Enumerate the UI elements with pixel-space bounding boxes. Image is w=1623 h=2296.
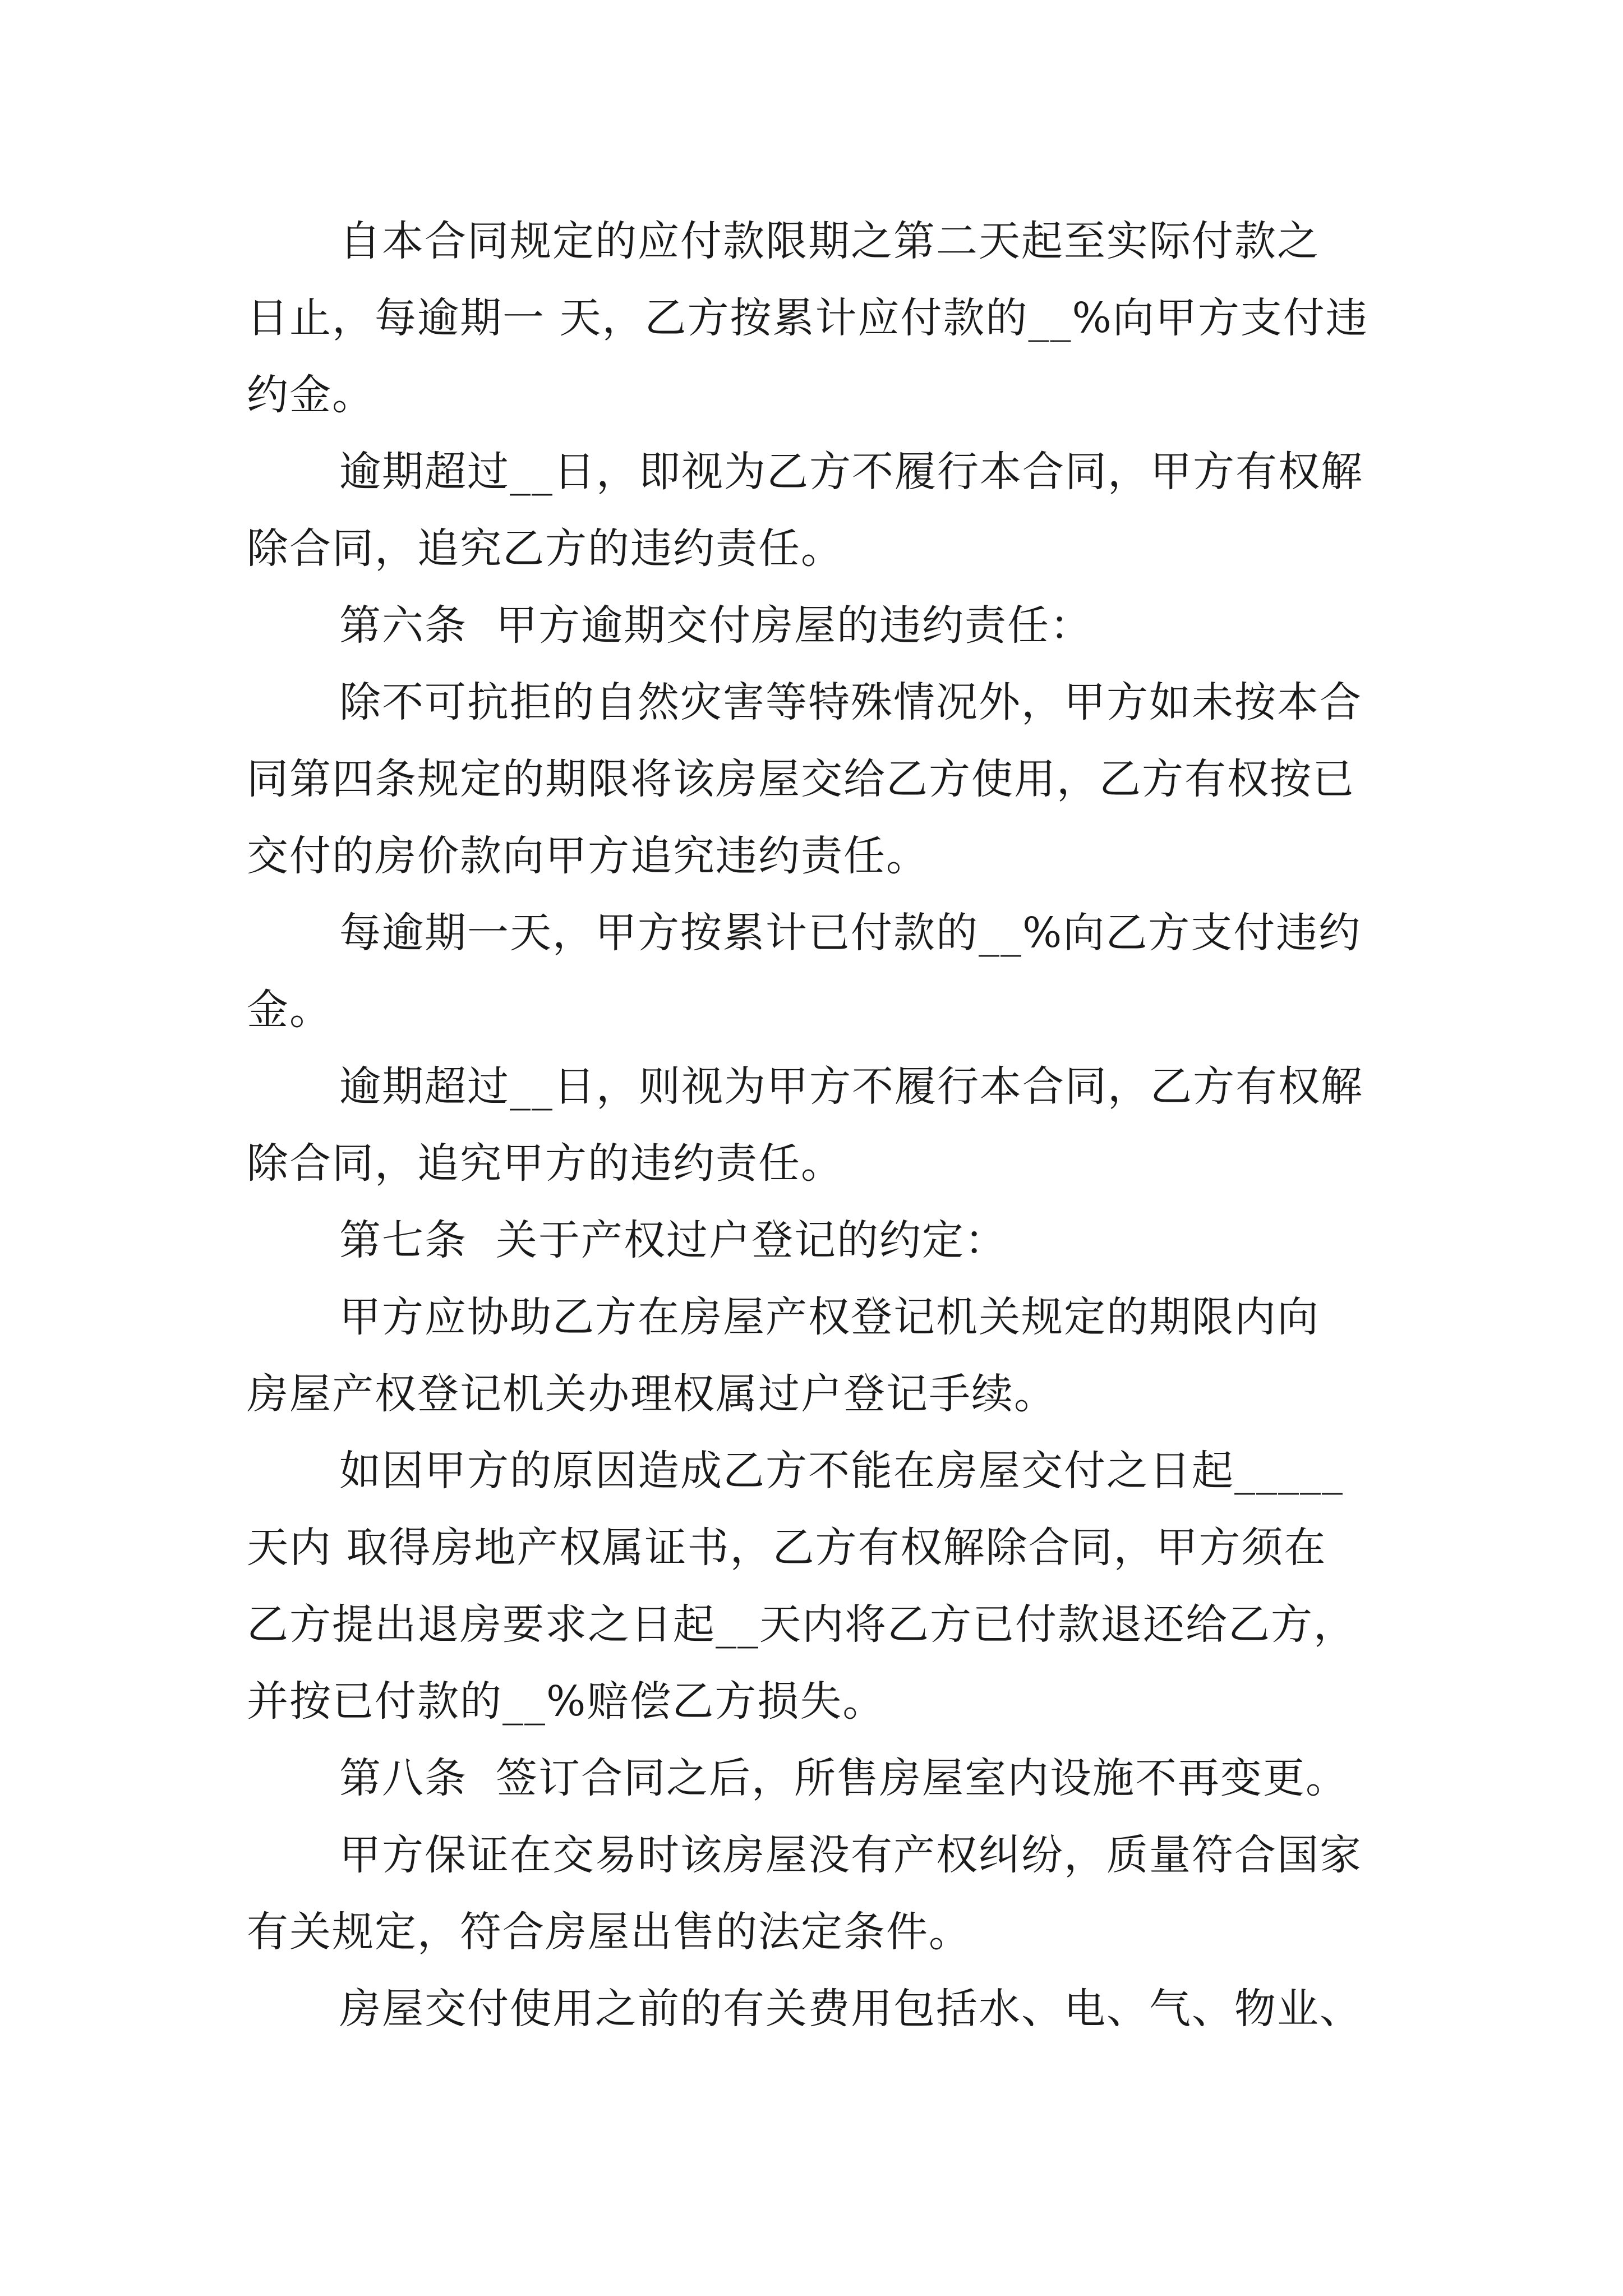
text-line: 每逾期一天，甲方按累计已付款的__%向乙方支付违约 — [339, 909, 1362, 957]
text-line: 并按已付款的__%赔偿乙方损失。 — [247, 1677, 886, 1726]
text-line: 日止，每逾期一 天，乙方按累计应付款的__%向甲方支付违 — [247, 294, 1368, 342]
text-line: 交付的房价款向甲方追究违约责任。 — [247, 832, 929, 880]
article-heading: 第六条 甲方逾期交付房屋的违约责任： — [339, 601, 1093, 650]
text-line: 有关规定，符合房屋出售的法定条件。 — [247, 1908, 971, 1956]
text-line: 逾期超过__日，则视为甲方不履行本合同，乙方有权解 — [339, 1062, 1363, 1111]
text-line: 逾期超过__日，即视为乙方不履行本合同，甲方有权解 — [339, 448, 1363, 496]
text-line: 除不可抗拒的自然灾害等特殊情况外，甲方如未按本合 — [339, 678, 1362, 726]
text-line: 乙方提出退房要求之日起__天内将乙方已付款退还给乙方， — [247, 1600, 1356, 1649]
text-line: 甲方保证在交易时该房屋没有产权纠纷，质量符合国家 — [339, 1831, 1362, 1879]
text-line: 如因甲方的原因造成乙方不能在房屋交付之日起_____ — [339, 1447, 1344, 1495]
article-heading: 第七条 关于产权过户登记的约定： — [339, 1216, 1008, 1264]
text-line: 除合同，追究乙方的违约责任。 — [247, 524, 843, 573]
text-line: 房屋交付使用之前的有关费用包括水、电、气、物业、 — [339, 1985, 1362, 2033]
text-line: 金。 — [247, 986, 332, 1034]
text-line: 约金。 — [247, 371, 375, 419]
text-line: 除合同，追究甲方的违约责任。 — [247, 1139, 843, 1188]
article-heading: 第八条 签订合同之后，所售房屋室内设施不再变更。 — [339, 1754, 1349, 1802]
text-line: 自本合同规定的应付款限期之第二天起至实际付款之 — [339, 217, 1320, 265]
text-line: 房屋产权登记机关办理权属过户登记手续。 — [247, 1370, 1057, 1418]
text-line: 同第四条规定的期限将该房屋交给乙方使用，乙方有权按已 — [247, 755, 1355, 803]
text-line: 甲方应协助乙方在房屋产权登记机关规定的期限内向 — [339, 1293, 1320, 1341]
text-line: 天内 取得房地产权属证书，乙方有权解除合同，甲方须在 — [247, 1524, 1327, 1572]
